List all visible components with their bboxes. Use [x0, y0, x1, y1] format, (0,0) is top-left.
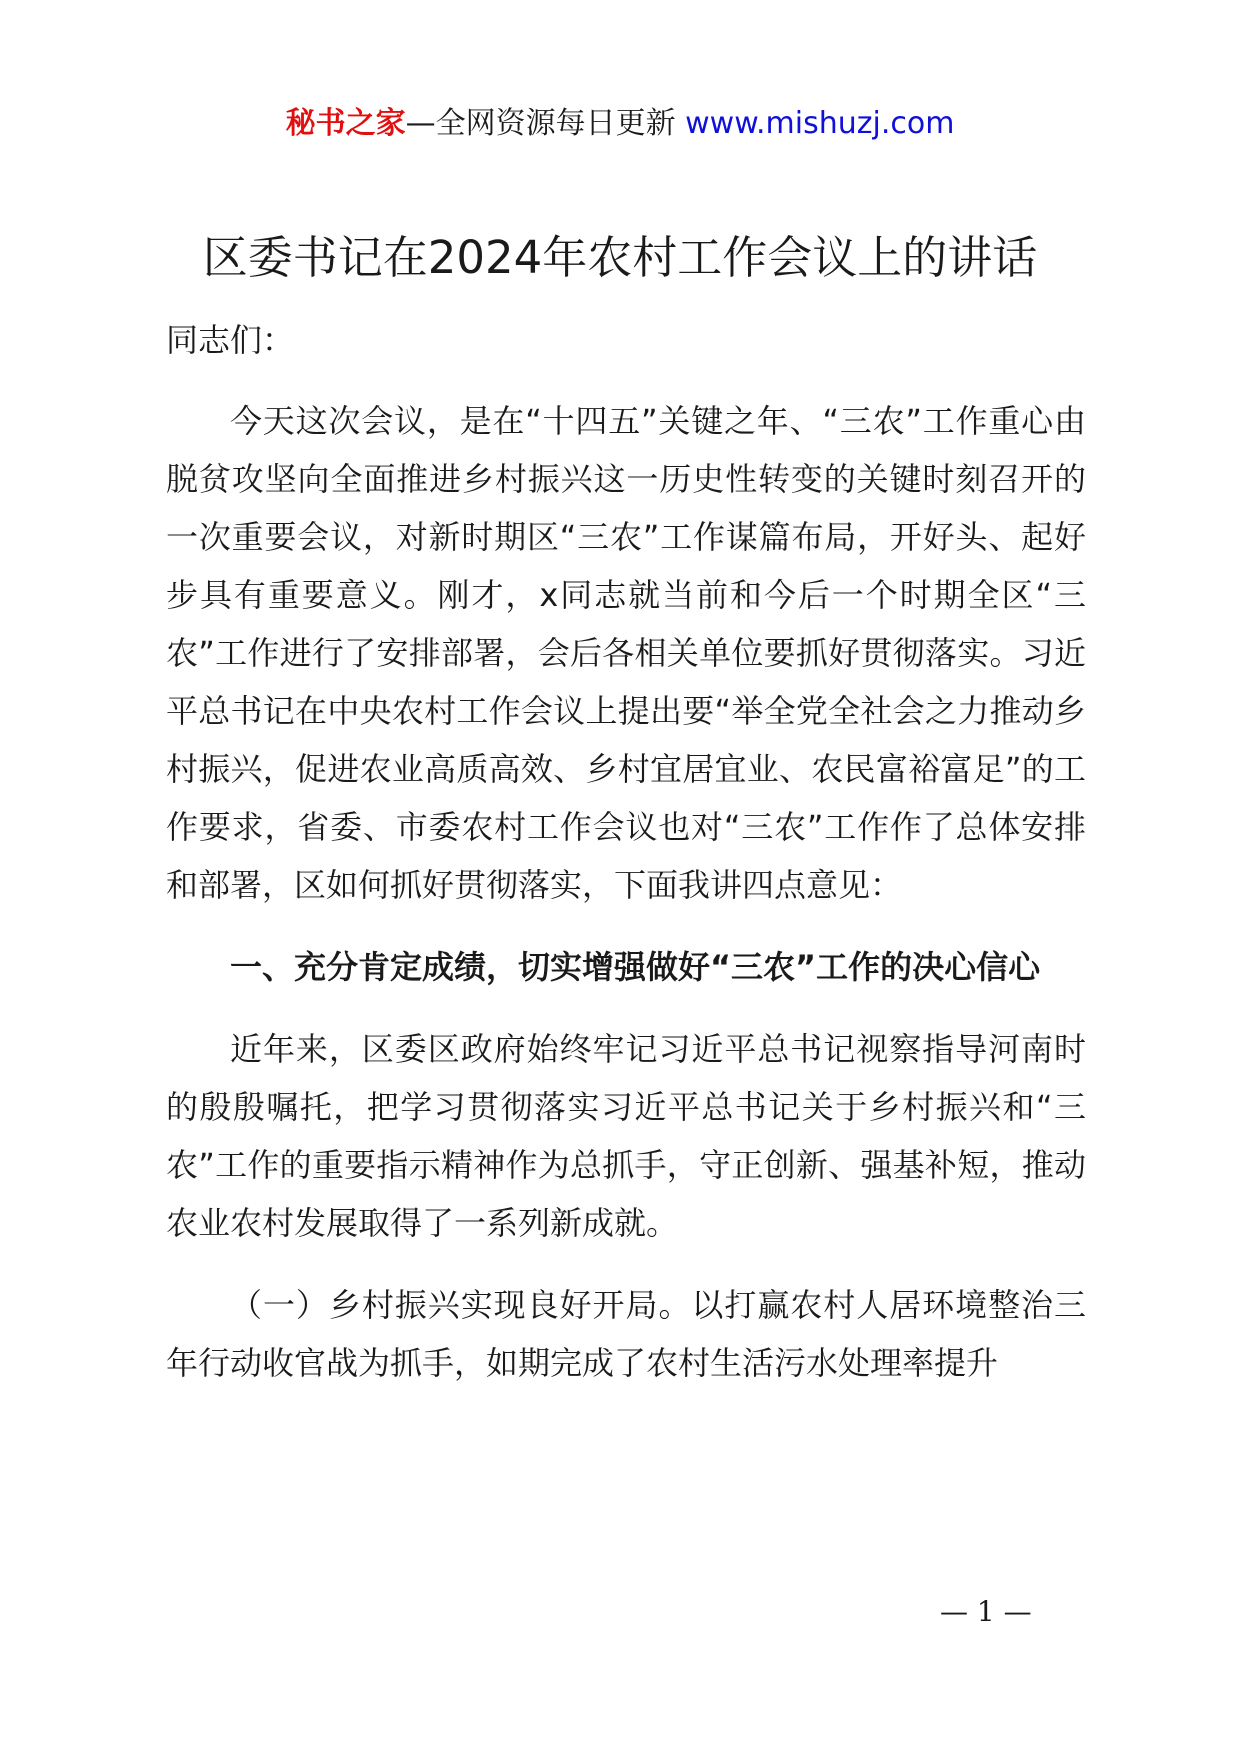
document-title: 区委书记在2024年农村工作会议上的讲话 [202, 231, 1038, 284]
document-body [166, 392, 1086, 1416]
paragraph-intro: 今天这次会议，是在“十四五”关键之年、“三农”工作重心由脱贫攻坚向全面推进乡村振兴这一历史性转变的关键时刻召开的一次重要会议，对新时期区“三农”工作谋篇布局，开好头、起好步具有重要意义。刚才，x同志就当前和今后一个时期全区“三农”工作进行了安排部署，会后各相关单位要抓好贯彻落实。习近平总书记在中央农村工作会议上提出要“举全党全社会之力推动乡村振兴，促进农业高质高效、乡村宜居宜业、农民富裕富足”的工作要求，省委、市委农村工作会议也对“三农”工作作了总体安排和部署，区如何抓好贯彻落实，下面我讲四点意见： [166, 402, 1086, 904]
section-heading-1: 一、充分肯定成绩，切实增强做好“三农”工作的决心信心 [230, 948, 1041, 986]
header-tagline: —全网资源每日更新 [405, 106, 686, 141]
website-url: www.mishuzj.com [685, 106, 955, 141]
page-number: — 1 — [940, 1595, 1032, 1628]
site-header [0, 100, 1240, 148]
brand-name: 秘书之家 [285, 106, 406, 141]
paragraph-achievements: 近年来，区委区政府始终牢记习近平总书记视察指导河南时的殷殷嘱托，把学习贯彻落实习近平总书记关于乡村振兴和“三农”工作的重要指示精神作为总抓手，守正创新、强基补短，推动农业农村发展取得了一系列新成就。 [166, 1030, 1086, 1242]
salutation: 同志们： [166, 321, 295, 359]
paragraph-subsection-1: （一）乡村振兴实现良好开局。以打赢农村人居环境整治三年行动收官战为抓手，如期完成了农村生活污水处理率提升 [166, 1286, 1086, 1382]
